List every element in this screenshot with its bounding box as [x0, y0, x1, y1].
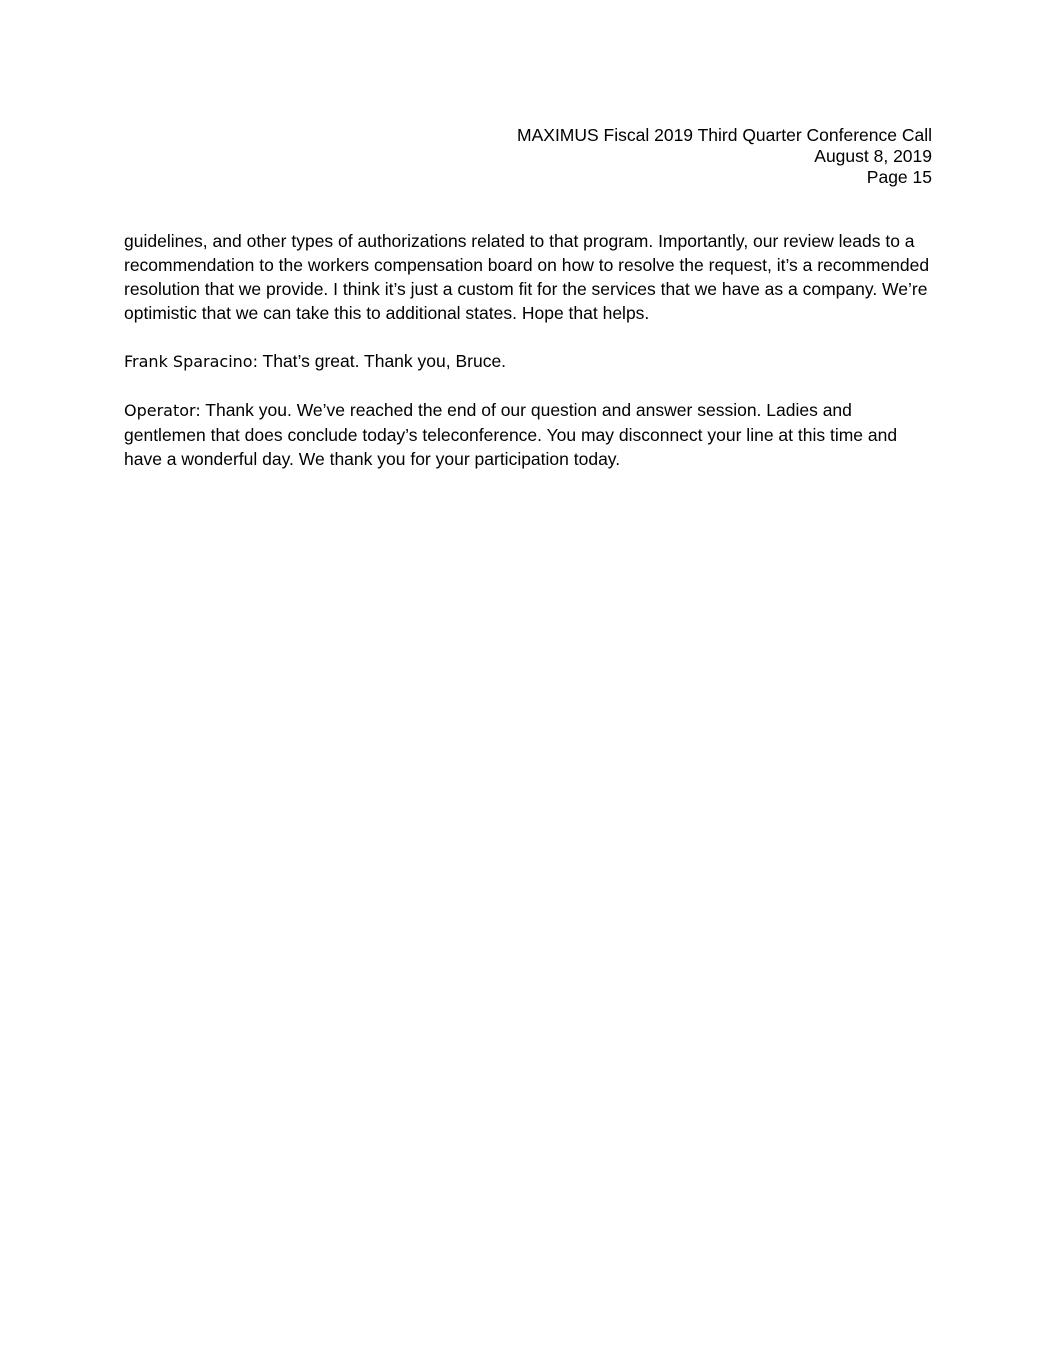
transcript-paragraph	[124, 398, 936, 471]
page-number: Page 15	[866, 167, 932, 187]
speaker-name: Operator:	[124, 401, 201, 420]
transcript-paragraph	[124, 229, 936, 325]
paragraph-text: Thank you. We’ve reached the end of our question and answer session. Ladies and gentlemen that does conclude today’s teleconference. You may disconnect your line at this time and have a wonderful day. We thank you for your participation today.	[124, 400, 898, 469]
page-header	[517, 125, 932, 188]
transcript-body	[124, 229, 936, 495]
speaker-name: Frank Sparacino:	[124, 352, 258, 371]
paragraph-text: guidelines, and other types of authorizations related to that program. Importantly, our review leads to a recommendation to the workers compensation board on how to resolve the request, it’s a recommended resolution that we provide. I think it’s just a custom fit for the services that we have as a company. We’re optimistic that we can take this to additional states. Hope that helps.	[124, 231, 930, 323]
document-date: August 8, 2019	[814, 146, 932, 166]
transcript-paragraph	[124, 349, 936, 374]
document-title: MAXIMUS Fiscal 2019 Third Quarter Conference Call	[517, 125, 932, 145]
paragraph-text: That’s great. Thank you, Bruce.	[262, 351, 507, 371]
